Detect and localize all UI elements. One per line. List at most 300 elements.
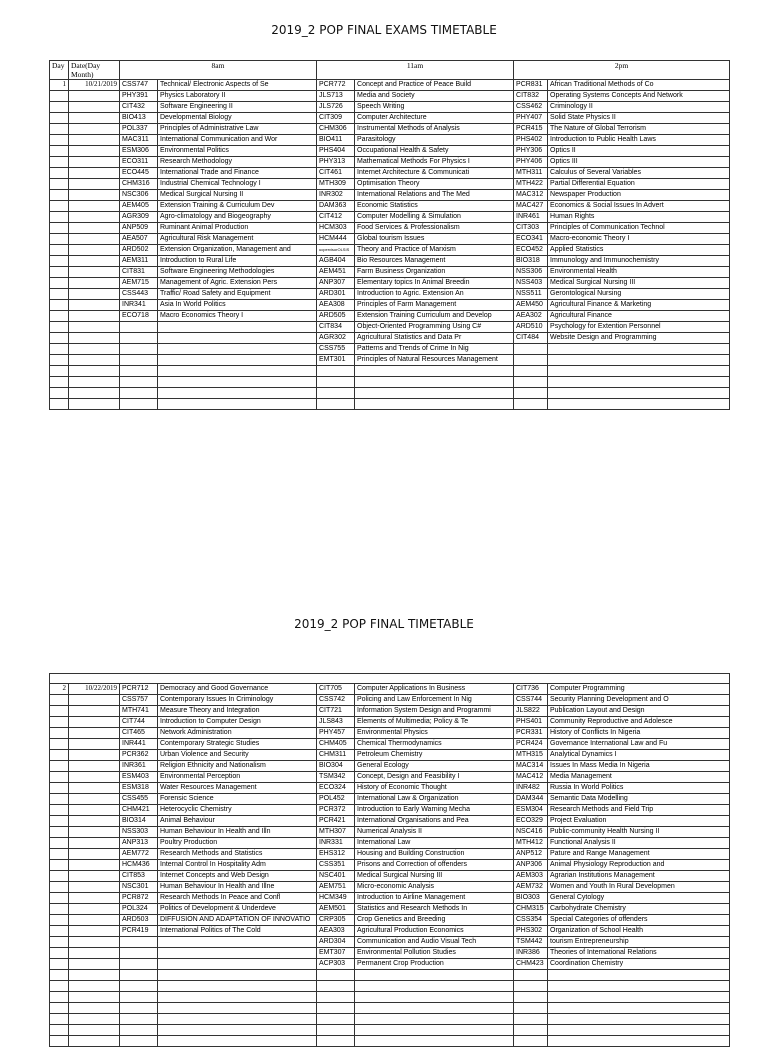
page-title: 2019_2 POP FINAL EXAMS TIMETABLE: [271, 23, 497, 37]
course-title-2pm: Governance International Law and Fu: [548, 739, 730, 750]
course-title-11am: [355, 1014, 514, 1025]
table-row: [50, 684, 730, 695]
course-title-2pm: Women and Youth In Rural Developmen: [548, 882, 730, 893]
table-row: [50, 816, 730, 827]
course-code-8am: CIT853: [120, 871, 158, 882]
date-cell: [69, 234, 120, 245]
course-title-11am: Computer Architecture: [355, 113, 514, 124]
course-title-2pm: Carbohydrate Chemistry: [548, 904, 730, 915]
date-cell: [69, 970, 120, 981]
table-row: [50, 860, 730, 871]
course-title-2pm: Introduction to Public Health Laws: [548, 135, 730, 146]
table-row: [50, 838, 730, 849]
course-code-11am: AEA308: [317, 300, 355, 311]
day-cell: [50, 1003, 69, 1014]
course-code-2pm: ARD510: [514, 322, 548, 333]
course-title-11am: Object-Oriented Programming Using C#: [355, 322, 514, 333]
course-title-2pm: Gerontological Nursing: [548, 289, 730, 300]
course-code-11am: CIT309: [317, 113, 355, 124]
table-row: [50, 234, 730, 245]
course-code-11am: EMT301: [317, 355, 355, 366]
course-code-11am: PHS404: [317, 146, 355, 157]
day-cell: [50, 904, 69, 915]
date-cell: [69, 728, 120, 739]
table-row: [50, 333, 730, 344]
date-cell: [69, 860, 120, 871]
day-cell: [50, 794, 69, 805]
course-code-8am: ANP313: [120, 838, 158, 849]
course-title-2pm: [548, 344, 730, 355]
course-code-2pm: PHS401: [514, 717, 548, 728]
course-title-2pm: Optics III: [548, 157, 730, 168]
day-cell: [50, 981, 69, 992]
course-title-11am: Introduction to Airline Management: [355, 893, 514, 904]
day-cell: [50, 245, 69, 256]
course-code-11am: TSM342: [317, 772, 355, 783]
course-code-2pm: AEM450: [514, 300, 548, 311]
course-title-11am: Numerical Analysis II: [355, 827, 514, 838]
course-title-8am: Contemporary Issues In Criminology: [158, 695, 317, 706]
day-cell: [50, 212, 69, 223]
date-cell: 10/21/2019: [69, 80, 120, 91]
course-title-2pm: [548, 377, 730, 388]
course-code-2pm: CHM423: [514, 959, 548, 970]
course-code-11am: AGR302: [317, 333, 355, 344]
course-title-8am: Internal Control In Hospitality Adm: [158, 860, 317, 871]
course-code-11am: [317, 1025, 355, 1036]
table-row: [50, 915, 730, 926]
table-row: [50, 937, 730, 948]
course-title-8am: [158, 970, 317, 981]
course-code-11am: CRP305: [317, 915, 355, 926]
course-title-2pm: [548, 1003, 730, 1014]
course-title-11am: Information System Design and Programmi: [355, 706, 514, 717]
day-cell: [50, 915, 69, 926]
course-code-2pm: CIT832: [514, 91, 548, 102]
course-code-8am: [120, 981, 158, 992]
day-cell: [50, 333, 69, 344]
course-title-8am: Medical Surgical Nursing II: [158, 190, 317, 201]
course-title-2pm: Principles of Communication Technol: [548, 223, 730, 234]
course-code-11am: AEM751: [317, 882, 355, 893]
course-code-11am: BIO304: [317, 761, 355, 772]
course-code-11am: AEM501: [317, 904, 355, 915]
table-row: [50, 102, 730, 113]
course-code-8am: [120, 948, 158, 959]
course-title-2pm: Computer Programming: [548, 684, 730, 695]
course-code-8am: CSS747: [120, 80, 158, 91]
course-title-8am: [158, 366, 317, 377]
course-code-8am: POL337: [120, 124, 158, 135]
course-title-2pm: [548, 1025, 730, 1036]
course-code-2pm: INR482: [514, 783, 548, 794]
course-code-2pm: ECO329: [514, 816, 548, 827]
course-title-11am: Extension Training Curriculum and Develop: [355, 311, 514, 322]
course-code-2pm: CSS354: [514, 915, 548, 926]
day-cell: [50, 805, 69, 816]
course-title-2pm: Criminology II: [548, 102, 730, 113]
course-title-8am: [158, 959, 317, 970]
course-title-8am: International Communication and Wor: [158, 135, 317, 146]
day-cell: [50, 344, 69, 355]
course-code-2pm: [514, 1014, 548, 1025]
course-title-2pm: Research Methods and Field Trip: [548, 805, 730, 816]
table-row: [50, 322, 730, 333]
course-title-11am: Computer Modelling & Simulation: [355, 212, 514, 223]
date-cell: [69, 146, 120, 157]
course-code-8am: AEM772: [120, 849, 158, 860]
course-code-8am: ARD502: [120, 245, 158, 256]
course-title-11am: Agricultural Statistics and Data Pr: [355, 333, 514, 344]
course-code-11am: PCR772: [317, 80, 355, 91]
table-row: [50, 135, 730, 146]
course-title-2pm: Media Management: [548, 772, 730, 783]
course-title-2pm: Optics II: [548, 146, 730, 157]
date-cell: [69, 805, 120, 816]
course-title-8am: Developmental Biology: [158, 113, 317, 124]
course-code-11am: [317, 970, 355, 981]
page-title-2: 2019_2 POP FINAL TIMETABLE: [294, 617, 474, 631]
day-cell: [50, 871, 69, 882]
table-row: [50, 355, 730, 366]
table-row: [50, 981, 730, 992]
course-title-8am: DIFFUSION AND ADAPTATION OF INNOVATIO: [158, 915, 317, 926]
day-cell: [50, 388, 69, 399]
course-title-11am: Computer Applications In Business: [355, 684, 514, 695]
course-code-8am: CIT744: [120, 717, 158, 728]
course-code-2pm: DAM344: [514, 794, 548, 805]
course-title-8am: Introduction to Computer Design: [158, 717, 317, 728]
course-code-8am: MTH741: [120, 706, 158, 717]
day-cell: [50, 783, 69, 794]
course-code-11am: JLS726: [317, 102, 355, 113]
course-title-8am: [158, 399, 317, 410]
day-cell: [50, 168, 69, 179]
course-title-8am: Network Administration: [158, 728, 317, 739]
course-title-11am: Economic Statistics: [355, 201, 514, 212]
course-code-11am: AGB404: [317, 256, 355, 267]
course-code-11am: ACP303: [317, 959, 355, 970]
table-row: [50, 827, 730, 838]
course-title-11am: Micro-economic Analysis: [355, 882, 514, 893]
course-title-2pm: Security Planning Development and O: [548, 695, 730, 706]
table-row: [50, 212, 730, 223]
course-title-2pm: Coordination Chemistry: [548, 959, 730, 970]
course-code-2pm: [514, 1003, 548, 1014]
course-code-11am: HCM349: [317, 893, 355, 904]
date-cell: [69, 377, 120, 388]
course-title-2pm: Theories of International Relations: [548, 948, 730, 959]
header-row: [50, 61, 730, 80]
course-title-2pm: Pature and Range Management: [548, 849, 730, 860]
course-code-2pm: CIT303: [514, 223, 548, 234]
timetable-day-2: [49, 673, 730, 1047]
course-title-2pm: Solid State Physics II: [548, 113, 730, 124]
day-cell: [50, 190, 69, 201]
course-title-2pm: Community Reproductive and Adolesce: [548, 717, 730, 728]
day-cell: [50, 926, 69, 937]
course-title-2pm: Publication Layout and Design: [548, 706, 730, 717]
course-code-2pm: [514, 981, 548, 992]
date-cell: [69, 882, 120, 893]
table-row: [50, 245, 730, 256]
table-row: [50, 1003, 730, 1014]
course-title-2pm: Website Design and Programming: [548, 333, 730, 344]
course-title-8am: [158, 981, 317, 992]
date-cell: [69, 388, 120, 399]
course-code-11am: MTH307: [317, 827, 355, 838]
course-code-2pm: ECO452: [514, 245, 548, 256]
day-cell: [50, 959, 69, 970]
table-row: [50, 377, 730, 388]
course-title-8am: [158, 388, 317, 399]
course-title-8am: Extension Organization, Management and: [158, 245, 317, 256]
course-code-2pm: AEM303: [514, 871, 548, 882]
day-cell: [50, 256, 69, 267]
course-title-8am: Asia In World Politics: [158, 300, 317, 311]
course-title-11am: General Ecology: [355, 761, 514, 772]
course-code-2pm: [514, 399, 548, 410]
date-cell: [69, 783, 120, 794]
date-cell: [69, 761, 120, 772]
course-title-11am: Permanent Crop Production: [355, 959, 514, 970]
course-code-8am: CSS455: [120, 794, 158, 805]
day-cell: [50, 113, 69, 124]
course-code-11am: ARD505: [317, 311, 355, 322]
course-code-11am: ARD304: [317, 937, 355, 948]
course-title-8am: Ruminant Animal Production: [158, 223, 317, 234]
date-cell: [69, 179, 120, 190]
course-title-8am: Extension Training & Curriculum Dev: [158, 201, 317, 212]
course-title-2pm: [548, 970, 730, 981]
course-code-11am: [317, 992, 355, 1003]
course-code-8am: ARD503: [120, 915, 158, 926]
course-code-8am: PCR712: [120, 684, 158, 695]
course-title-2pm: The Nature of Global Terrorism: [548, 124, 730, 135]
course-code-8am: ESM403: [120, 772, 158, 783]
course-code-2pm: MAC412: [514, 772, 548, 783]
course-code-8am: [120, 355, 158, 366]
course-code-2pm: MTH311: [514, 168, 548, 179]
course-title-11am: Media and Society: [355, 91, 514, 102]
table-row: [50, 91, 730, 102]
course-code-11am: ucpervisorOLSIS: [317, 245, 355, 256]
course-code-2pm: NSC416: [514, 827, 548, 838]
course-title-11am: [355, 992, 514, 1003]
course-title-8am: Technical/ Electronic Aspects of Se: [158, 80, 317, 91]
course-title-11am: Theory and Practice of Marxism: [355, 245, 514, 256]
table-row: [50, 772, 730, 783]
date-cell: [69, 937, 120, 948]
day-cell: [50, 355, 69, 366]
day-cell: 1: [50, 80, 69, 91]
course-code-2pm: [514, 992, 548, 1003]
date-cell: [69, 223, 120, 234]
course-title-8am: [158, 355, 317, 366]
course-code-11am: CIT705: [317, 684, 355, 695]
course-title-2pm: Agrarian Institutions Management: [548, 871, 730, 882]
course-code-11am: CIT721: [317, 706, 355, 717]
course-code-8am: [120, 937, 158, 948]
date-cell: [69, 750, 120, 761]
date-cell: [69, 300, 120, 311]
table-row: [50, 794, 730, 805]
course-title-11am: [355, 1003, 514, 1014]
day-cell: [50, 311, 69, 322]
course-code-11am: CSS351: [317, 860, 355, 871]
course-code-11am: HCM444: [317, 234, 355, 245]
course-code-8am: [120, 992, 158, 1003]
day-cell: [50, 706, 69, 717]
course-title-2pm: [548, 366, 730, 377]
course-code-11am: ARD301: [317, 289, 355, 300]
course-code-8am: [120, 1036, 158, 1047]
course-title-2pm: Operating Systems Concepts And Network: [548, 91, 730, 102]
table-row: [50, 728, 730, 739]
course-title-8am: Research Methods and Statistics: [158, 849, 317, 860]
course-code-2pm: ANP512: [514, 849, 548, 860]
course-code-2pm: NSS511: [514, 289, 548, 300]
day-cell: [50, 179, 69, 190]
course-title-8am: Religion Ethnicity and Nationalism: [158, 761, 317, 772]
course-title-8am: Heterocyclic Chemistry: [158, 805, 317, 816]
course-title-11am: [355, 366, 514, 377]
course-title-8am: Democracy and Good Governance: [158, 684, 317, 695]
course-code-8am: HCM436: [120, 860, 158, 871]
date-cell: [69, 1025, 120, 1036]
day-cell: [50, 322, 69, 333]
date-cell: [69, 1014, 120, 1025]
day-cell: [50, 728, 69, 739]
course-code-11am: INR331: [317, 838, 355, 849]
date-cell: [69, 772, 120, 783]
table-row: [50, 805, 730, 816]
day-cell: [50, 816, 69, 827]
day-cell: [50, 992, 69, 1003]
course-title-8am: [158, 344, 317, 355]
date-cell: [69, 366, 120, 377]
course-code-11am: CIT461: [317, 168, 355, 179]
course-code-8am: AEA507: [120, 234, 158, 245]
table-row: [50, 882, 730, 893]
course-code-11am: PCR421: [317, 816, 355, 827]
header-day: Day: [50, 61, 69, 80]
course-title-8am: Poultry Production: [158, 838, 317, 849]
day-cell: [50, 948, 69, 959]
day-cell: [50, 1025, 69, 1036]
course-title-8am: Traffic/ Road Safety and Equipment: [158, 289, 317, 300]
date-cell: [69, 245, 120, 256]
course-title-8am: Urban Violence and Security: [158, 750, 317, 761]
course-title-11am: Global tourism Issues: [355, 234, 514, 245]
date-cell: [69, 959, 120, 970]
course-code-11am: CIT834: [317, 322, 355, 333]
table-row: [50, 201, 730, 212]
day-cell: [50, 278, 69, 289]
table-row: [50, 783, 730, 794]
course-title-8am: Human Behaviour In Health and Illne: [158, 882, 317, 893]
course-title-11am: Instrumental Methods of Analysis: [355, 124, 514, 135]
course-title-11am: Environmental Pollution Studies: [355, 948, 514, 959]
table-row: [50, 948, 730, 959]
course-title-2pm: African Traditional Methods of Co: [548, 80, 730, 91]
course-title-2pm: tourism Entrepreneurship: [548, 937, 730, 948]
day-cell: [50, 124, 69, 135]
date-cell: [69, 157, 120, 168]
course-title-8am: Software Engineering II: [158, 102, 317, 113]
date-cell: [69, 333, 120, 344]
date-cell: [69, 311, 120, 322]
date-cell: [69, 289, 120, 300]
table-row: [50, 223, 730, 234]
course-title-2pm: Project Evaluation: [548, 816, 730, 827]
course-code-8am: [120, 399, 158, 410]
course-title-2pm: Medical Surgical Nursing III: [548, 278, 730, 289]
course-code-11am: EHS312: [317, 849, 355, 860]
date-cell: [69, 201, 120, 212]
course-title-2pm: Russia In World Politics: [548, 783, 730, 794]
date-cell: [69, 992, 120, 1003]
course-title-8am: Human Behaviour In Health and Illn: [158, 827, 317, 838]
course-code-2pm: PHY306: [514, 146, 548, 157]
course-title-2pm: Public-community Health Nursing II: [548, 827, 730, 838]
course-title-11am: Elementary topics In Animal Breedin: [355, 278, 514, 289]
date-cell: [69, 135, 120, 146]
course-title-11am: Environmental Physics: [355, 728, 514, 739]
course-code-2pm: MAC312: [514, 190, 548, 201]
course-code-11am: [317, 388, 355, 399]
course-title-2pm: Environmental Health: [548, 267, 730, 278]
course-title-2pm: Animal Physiology Reproduction and: [548, 860, 730, 871]
day-cell: [50, 717, 69, 728]
course-code-8am: MAC311: [120, 135, 158, 146]
date-cell: [69, 706, 120, 717]
course-code-11am: CSS742: [317, 695, 355, 706]
course-code-2pm: PCR831: [514, 80, 548, 91]
course-code-8am: AEM715: [120, 278, 158, 289]
course-code-8am: CIT831: [120, 267, 158, 278]
date-cell: [69, 695, 120, 706]
day-cell: [50, 234, 69, 245]
table-row: [50, 761, 730, 772]
course-code-8am: AGR309: [120, 212, 158, 223]
course-title-8am: Agro-climatology and Biogeography: [158, 212, 317, 223]
course-title-11am: International Law: [355, 838, 514, 849]
course-code-8am: AEM405: [120, 201, 158, 212]
course-code-2pm: MAC427: [514, 201, 548, 212]
date-cell: [69, 168, 120, 179]
table-row: [50, 871, 730, 882]
course-title-8am: Water Resources Management: [158, 783, 317, 794]
course-code-8am: ESM306: [120, 146, 158, 157]
date-cell: [69, 893, 120, 904]
day-cell: [50, 91, 69, 102]
course-title-2pm: Functional Analysis II: [548, 838, 730, 849]
course-title-11am: [355, 1025, 514, 1036]
day-cell: [50, 1014, 69, 1025]
course-code-8am: [120, 388, 158, 399]
course-code-11am: PCR372: [317, 805, 355, 816]
course-code-2pm: [514, 366, 548, 377]
course-title-2pm: Immunology and Immunochemistry: [548, 256, 730, 267]
course-title-8am: Internet Concepts and Web Design: [158, 871, 317, 882]
course-title-2pm: Economics & Social Issues In Advert: [548, 201, 730, 212]
course-title-2pm: Issues In Mass Media In Nigeria: [548, 761, 730, 772]
course-title-11am: Parasitology: [355, 135, 514, 146]
course-code-2pm: TSM442: [514, 937, 548, 948]
course-title-2pm: [548, 1014, 730, 1025]
timetable-day-1: [49, 60, 730, 410]
